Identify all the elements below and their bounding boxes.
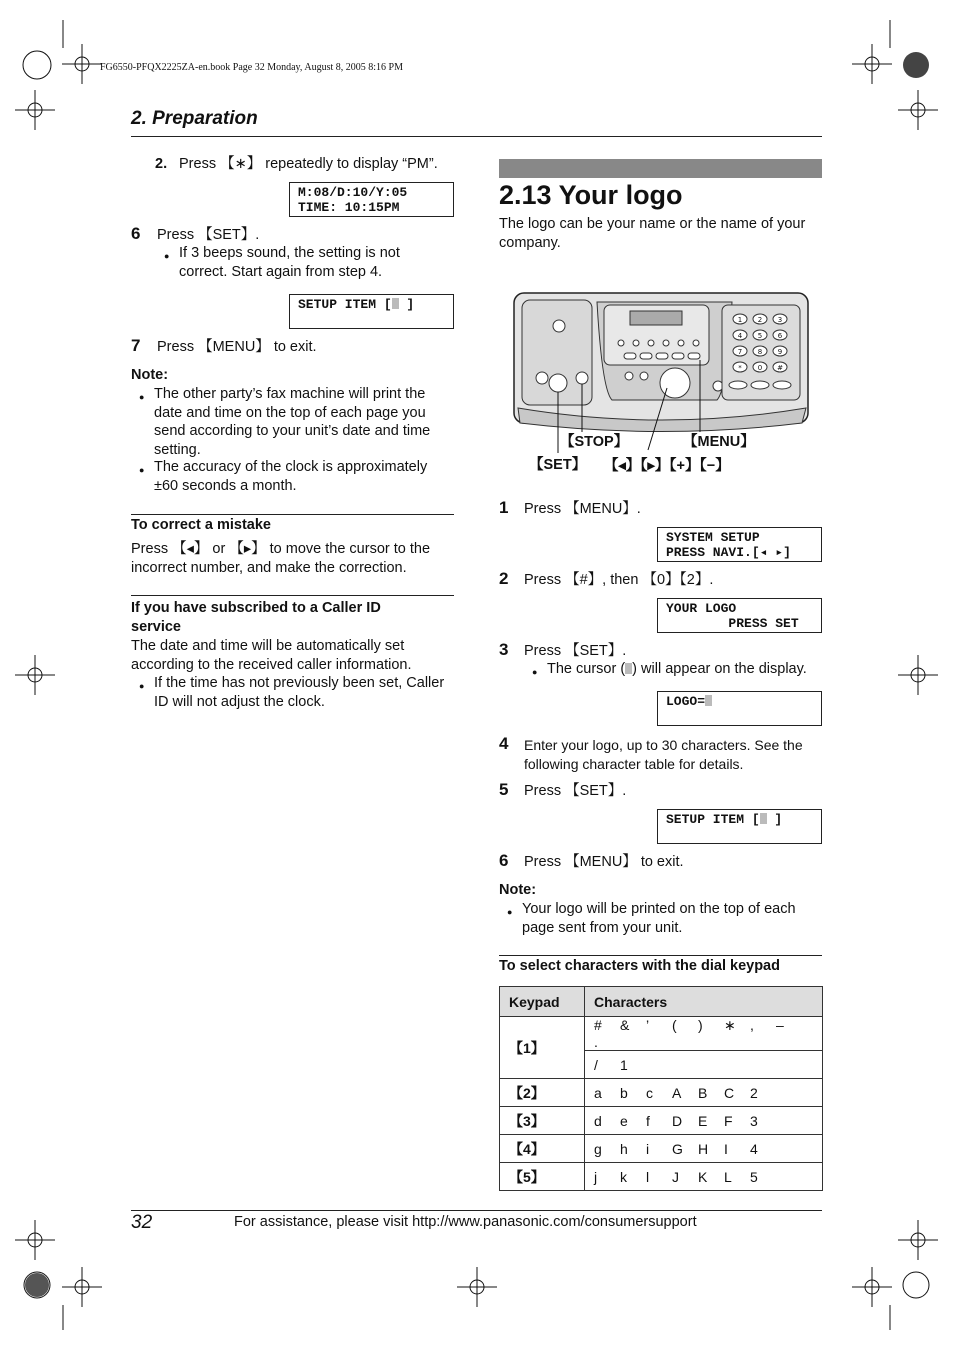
character: H — [698, 1140, 709, 1157]
lcd-your-logo — [657, 598, 822, 633]
lcd-line: M:08/D:10/Y:05 — [298, 185, 408, 200]
step6-bullet: ● If 3 beeps sound, the setting is not correct. Start again from step 4. — [179, 244, 439, 281]
step2-number: 2. — [155, 156, 168, 172]
character: # — [594, 1017, 602, 1033]
character: D — [672, 1112, 683, 1129]
caller-bullet: ● If the time has not previously been set, Caller ID will not adjust the clock. — [154, 674, 454, 711]
cursor-block — [705, 695, 712, 706]
character: ) — [698, 1017, 703, 1033]
label-menu: 【MENU】 — [683, 434, 755, 450]
keypad-key: 【1】 — [500, 1017, 585, 1079]
character: B — [698, 1084, 708, 1101]
table-header-row — [500, 987, 823, 1017]
character: j — [594, 1168, 598, 1185]
lcd-text: SETUP ITEM [ — [666, 812, 760, 827]
character: 2 — [750, 1084, 758, 1101]
step3-text: Press 【SET】. — [524, 643, 627, 659]
lcd-bracket: ] — [398, 297, 415, 312]
character: L — [724, 1168, 732, 1185]
character: ∗ — [724, 1017, 736, 1033]
note-bullet: ● The other party’s fax machine will print the date and time on the top of each page you send according to your unit’s date and time setting. — [154, 385, 446, 459]
lcd-line: TIME: 10:15PM — [298, 200, 400, 215]
label-set: 【SET】 — [529, 457, 587, 473]
svg-text:6: 6 — [777, 332, 783, 340]
step5-number: 5 — [499, 780, 509, 799]
characters-cell — [585, 1107, 823, 1135]
svg-text:*: * — [738, 364, 742, 372]
step1-text: Press 【MENU】. — [524, 501, 641, 517]
col-keypad: Keypad — [500, 987, 585, 1017]
cursor-block — [392, 298, 399, 309]
note-bullet: ● Your logo will be printed on the top of each page sent from your unit. — [522, 900, 822, 937]
character: , — [750, 1017, 754, 1033]
lcd-line: SYSTEM SETUP — [666, 530, 760, 545]
keypad-key: 【5】 — [500, 1163, 585, 1191]
character: – — [776, 1017, 784, 1033]
character-table — [499, 986, 823, 1191]
step6-number: 6 — [499, 851, 509, 870]
step4-text: Enter your logo, up to 30 characters. See the following character table for details. — [524, 737, 803, 772]
step2-text: Press 【#】, then 【0】【2】. — [524, 572, 714, 588]
svg-text:7: 7 — [737, 348, 743, 356]
svg-text:3: 3 — [777, 316, 783, 324]
step7-number: 7 — [131, 336, 141, 355]
character: . — [594, 1034, 598, 1050]
table-row — [500, 1135, 823, 1163]
correct-text: Press 【◂】 or 【▸】 to move the cursor to the incorrect number, and make the correction. — [131, 541, 431, 576]
keypad-key: 【2】 — [500, 1079, 585, 1107]
divider — [499, 955, 822, 956]
svg-text:0: 0 — [757, 364, 763, 372]
note-bullet: ● The accuracy of the clock is approximately ±60 seconds a month. — [154, 458, 446, 495]
character: k — [620, 1168, 627, 1185]
character: g — [594, 1140, 602, 1157]
svg-text:9: 9 — [777, 348, 783, 356]
step1-number: 1 — [499, 498, 509, 517]
col-characters: Characters — [585, 987, 823, 1017]
table-row — [500, 1079, 823, 1107]
character: 5 — [750, 1168, 758, 1185]
step3-number: 3 — [499, 640, 509, 659]
step5-text: Press 【SET】. — [524, 783, 627, 799]
characters-cell — [585, 1017, 823, 1051]
table-row — [500, 1107, 823, 1135]
table-heading: To select characters with the dial keypad — [499, 958, 780, 974]
table-row — [500, 1017, 823, 1051]
character: a — [594, 1084, 602, 1101]
character: i — [646, 1140, 650, 1157]
lcd-line: PRESS NAVI.[◂ ▸] — [666, 545, 791, 560]
table-row — [500, 1163, 823, 1191]
character: K — [698, 1168, 708, 1185]
svg-text:5: 5 — [757, 332, 763, 340]
step2-number: 2 — [499, 569, 509, 588]
character: E — [698, 1112, 708, 1129]
lcd-system-setup — [657, 527, 822, 562]
divider — [131, 595, 454, 596]
lcd-display-setup — [289, 294, 454, 329]
lcd-bracket: ] — [766, 812, 783, 827]
character: 3 — [750, 1112, 758, 1129]
lcd-setup-item — [657, 809, 822, 844]
lcd-text: LOGO= — [666, 694, 706, 709]
lcd-display-time — [289, 182, 454, 217]
character: l — [646, 1168, 650, 1185]
character: h — [620, 1140, 628, 1157]
characters-cell — [585, 1051, 823, 1079]
lcd-line: PRESS SET — [666, 616, 799, 631]
bullet-text: ) will appear on the display. — [632, 661, 807, 677]
lcd-text: SETUP ITEM [ — [298, 297, 392, 312]
svg-text:4: 4 — [737, 332, 743, 340]
cursor-block — [760, 813, 767, 824]
character: e — [620, 1112, 628, 1129]
character: ’ — [646, 1017, 650, 1033]
correct-heading: To correct a mistake — [131, 517, 271, 533]
step2-text: Press 【∗】 repeatedly to display “PM”. — [179, 156, 438, 172]
character: I — [724, 1140, 728, 1157]
label-navi: 【◂】【▸】【+】【−】 — [604, 458, 730, 474]
characters-cell — [585, 1163, 823, 1191]
characters-cell — [585, 1079, 823, 1107]
character: A — [672, 1084, 682, 1101]
lcd-logo-entry — [657, 691, 822, 726]
character: f — [646, 1112, 650, 1129]
character: c — [646, 1084, 653, 1101]
fax-machine-illustration — [512, 290, 812, 480]
assistance-link[interactable]: For assistance, please visit http://www.panasonic.com/consumersupport — [234, 1214, 697, 1230]
character: b — [620, 1084, 628, 1101]
character: / — [594, 1056, 598, 1073]
step7-text: Press 【MENU】 to exit. — [157, 339, 317, 355]
step6-text: Press 【SET】. — [157, 227, 260, 243]
keypad-key: 【3】 — [500, 1107, 585, 1135]
file-info: FG6550-PFQX2225ZA-en.book Page 32 Monday, August 8, 2005 8:16 PM — [100, 62, 403, 73]
character: G — [672, 1140, 683, 1157]
note-label: Note: — [499, 882, 537, 898]
header-rule — [131, 136, 822, 137]
label-stop: 【STOP】 — [560, 434, 629, 450]
svg-text:#: # — [777, 364, 783, 372]
character: 4 — [750, 1140, 758, 1157]
svg-text:8: 8 — [757, 348, 763, 356]
character: ( — [672, 1017, 677, 1033]
divider — [131, 514, 454, 515]
bullet-text: The cursor ( — [547, 661, 626, 677]
svg-text:1: 1 — [737, 316, 743, 324]
caller-text: The date and time will be automatically set according to the received caller information. — [131, 638, 412, 673]
step6-number: 6 — [131, 224, 141, 243]
intro-text: The logo can be your name or the name of your company. — [499, 216, 806, 251]
section-title: 2. Preparation — [131, 108, 258, 129]
step4-number: 4 — [499, 734, 509, 753]
keypad-key: 【4】 — [500, 1135, 585, 1163]
page-title: 2.13 Your logo — [499, 180, 683, 210]
character: J — [672, 1168, 679, 1185]
page-number: 32 — [131, 1212, 153, 1233]
character: F — [724, 1112, 733, 1129]
lcd-line: YOUR LOGO — [666, 601, 737, 616]
title-bar — [499, 159, 822, 178]
character: & — [620, 1017, 630, 1033]
step6-text: Press 【MENU】 to exit. — [524, 854, 684, 870]
step3-bullet — [547, 660, 832, 679]
characters-cell — [585, 1135, 823, 1163]
character: 1 — [620, 1056, 628, 1073]
svg-text:2: 2 — [757, 316, 763, 324]
note-label: Note: — [131, 367, 169, 383]
character: d — [594, 1112, 602, 1129]
character: C — [724, 1084, 735, 1101]
footer-rule — [131, 1210, 822, 1211]
caller-heading: If you have subscribed to a Caller ID service — [131, 600, 381, 635]
